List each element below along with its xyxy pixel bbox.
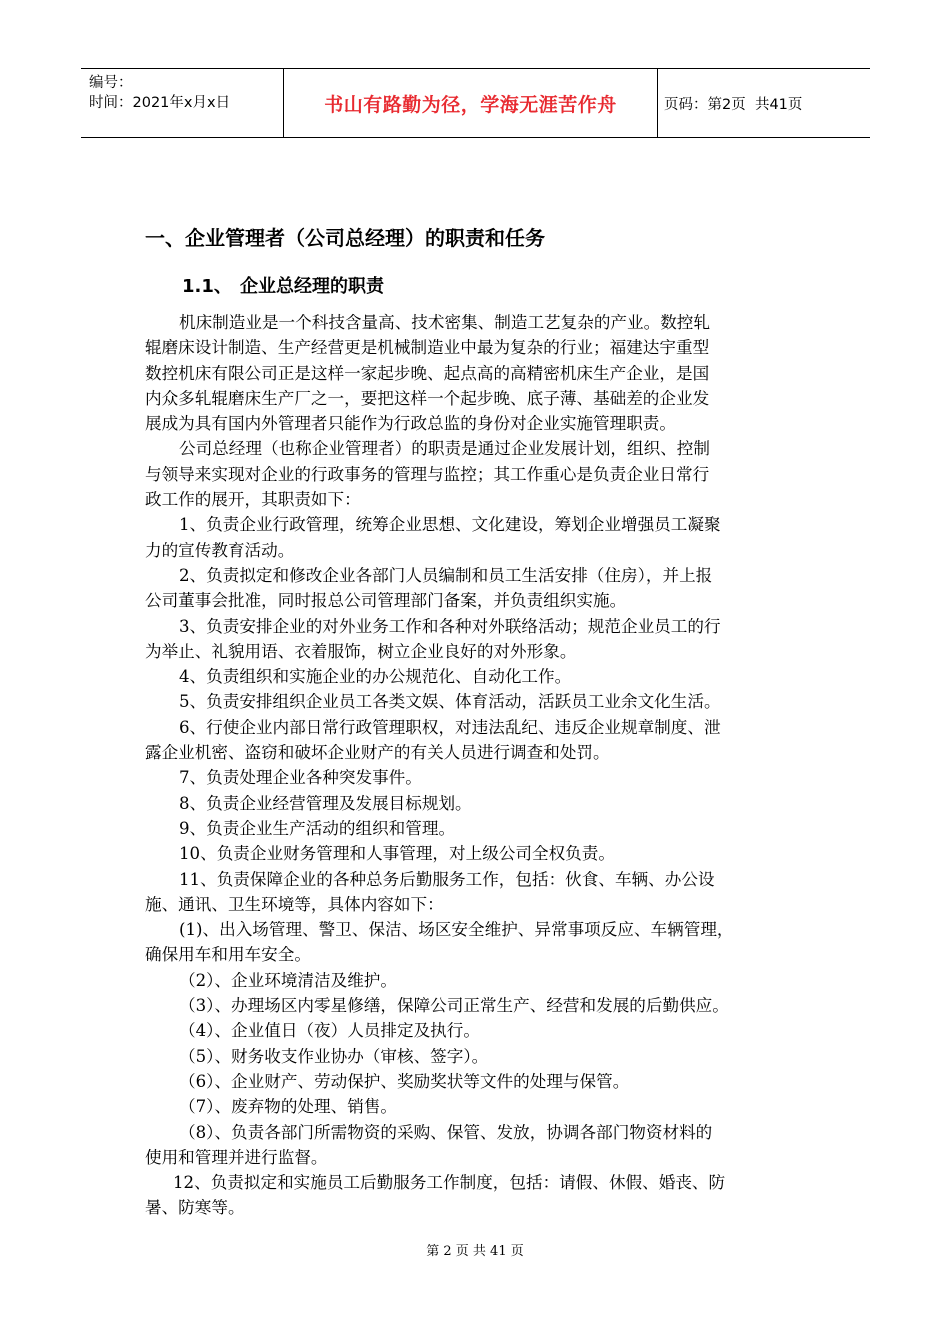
body-line: （7）、废弃物的处理、销售。 [179, 1097, 397, 1117]
body-line: 内众多轧辊磨床生产厂之一，要把这样一个起步晚、底子薄、基础差的企业发 [145, 388, 710, 408]
body-line: 5、负责安排组织企业员工各类文娱、体育活动，活跃员工业余文化生活。 [179, 692, 721, 712]
header-meta [81, 69, 283, 137]
page-count-label: 页码：第2页 共41页 [664, 96, 803, 113]
body-line: 公司总经理（也称企业管理者）的职责是通过企业发展计划，组织、控制 [179, 439, 710, 459]
body-line: 8、负责企业经营管理及发展目标规划。 [179, 793, 472, 813]
body-line: （4）、企业值日（夜）人员排定及执行。 [179, 1021, 480, 1041]
body-line: 数控机床有限公司正是这样一家起步晚、起点高的高精密机床生产企业，是国 [145, 363, 710, 383]
body-line: 9、负责企业生产活动的组织和管理。 [179, 818, 456, 838]
body-line: 机床制造业是一个科技含量高、技术密集、制造工艺复杂的产业。数控轧 [179, 313, 710, 332]
header-motto: 书山有路勤为径，学海无涯苦作舟 [283, 69, 658, 137]
section-heading: 一、企业管理者（公司总经理）的职责和任务 [145, 226, 545, 250]
body-line: 6、行使企业内部日常行政管理职权，对违法乱纪、违反企业规章制度、泄 [179, 717, 721, 737]
document-time-label: 时间：2021年x月x日 [89, 95, 231, 111]
subsection-number: 1.1、 [182, 276, 232, 297]
document-number-label: 编号： [89, 75, 133, 91]
body-line: 1、负责企业行政管理，统筹企业思想、文化建设，筹划企业增强员工凝聚 [179, 515, 721, 535]
body-line: （8）、负责各部门所需物资的采购、保管、发放，协调各部门物资材料的 [179, 1122, 713, 1142]
subsection-title: 企业总经理的职责 [240, 276, 384, 297]
body-line: 露企业机密、盗窃和破坏企业财产的有关人员进行调查和处罚。 [145, 743, 610, 763]
body-line: 力的宣传教育活动。 [145, 540, 295, 560]
body-line: 使用和管理并进行监督。 [145, 1147, 328, 1167]
body-text [145, 310, 807, 1221]
body-line: 2、负责拟定和修改企业各部门人员编制和员工生活安排（住房），并上报 [179, 565, 713, 585]
body-line: 公司董事会批准，同时报总公司管理部门备案，并负责组织实施。 [145, 591, 627, 611]
body-line: (1)、出入场管理、警卫、保洁、场区安全维护、异常事项反应、车辆管理， [179, 920, 734, 940]
body-line: 10、负责企业财务管理和人事管理，对上级公司全权负责。 [179, 844, 615, 864]
body-line: 施、通讯、卫生环境等，具体内容如下： [145, 894, 444, 914]
body-line: 确保用车和用车安全。 [145, 945, 311, 965]
body-line: 展成为具有国内外管理者只能作为行政总监的身份对企业实施管理职责。 [145, 414, 676, 434]
body-line: （2）、企业环境清洁及维护。 [179, 970, 397, 990]
body-line: 辊磨床设计制造、生产经营更是机械制造业中最为复杂的行业；福建达宇重型 [145, 338, 710, 358]
page-footer: 第 2 页 共 41 页 [426, 1244, 524, 1259]
body-line: 暑、防寒等。 [145, 1198, 245, 1218]
body-line: （5）、财务收支作业协办（审核、签字）。 [179, 1046, 489, 1066]
body-line: 11、负责保障企业的各种总务后勤服务工作，包括：伙食、车辆、办公设 [179, 869, 715, 889]
body-line: 政工作的展开，其职责如下： [145, 490, 361, 510]
body-line: （3）、办理场区内零星修缮，保障公司正常生产、经营和发展的后勤供应。 [179, 996, 729, 1016]
body-line: 7、负责处理企业各种突发事件。 [179, 768, 422, 788]
body-line: 12、负责拟定和实施员工后勤服务工作制度，包括：请假、休假、婚丧、防 [173, 1173, 726, 1193]
body-line: （6）、企业财产、劳动保护、奖励奖状等文件的处理与保管。 [179, 1071, 630, 1091]
subsection-heading [182, 272, 384, 298]
body-line: 为举止、礼貌用语、衣着服饰，树立企业良好的对外形象。 [145, 641, 577, 661]
header-page-info [658, 69, 870, 137]
body-line: 3、负责安排企业的对外业务工作和各种对外联络活动；规范企业员工的行 [179, 616, 721, 636]
body-line: 4、负责组织和实施企业的办公规范化、自动化工作。 [179, 667, 572, 687]
body-line: 与领导来实现对企业的行政事务的管理与监控；其工作重心是负责企业日常行 [145, 464, 710, 484]
page-header [81, 68, 870, 138]
